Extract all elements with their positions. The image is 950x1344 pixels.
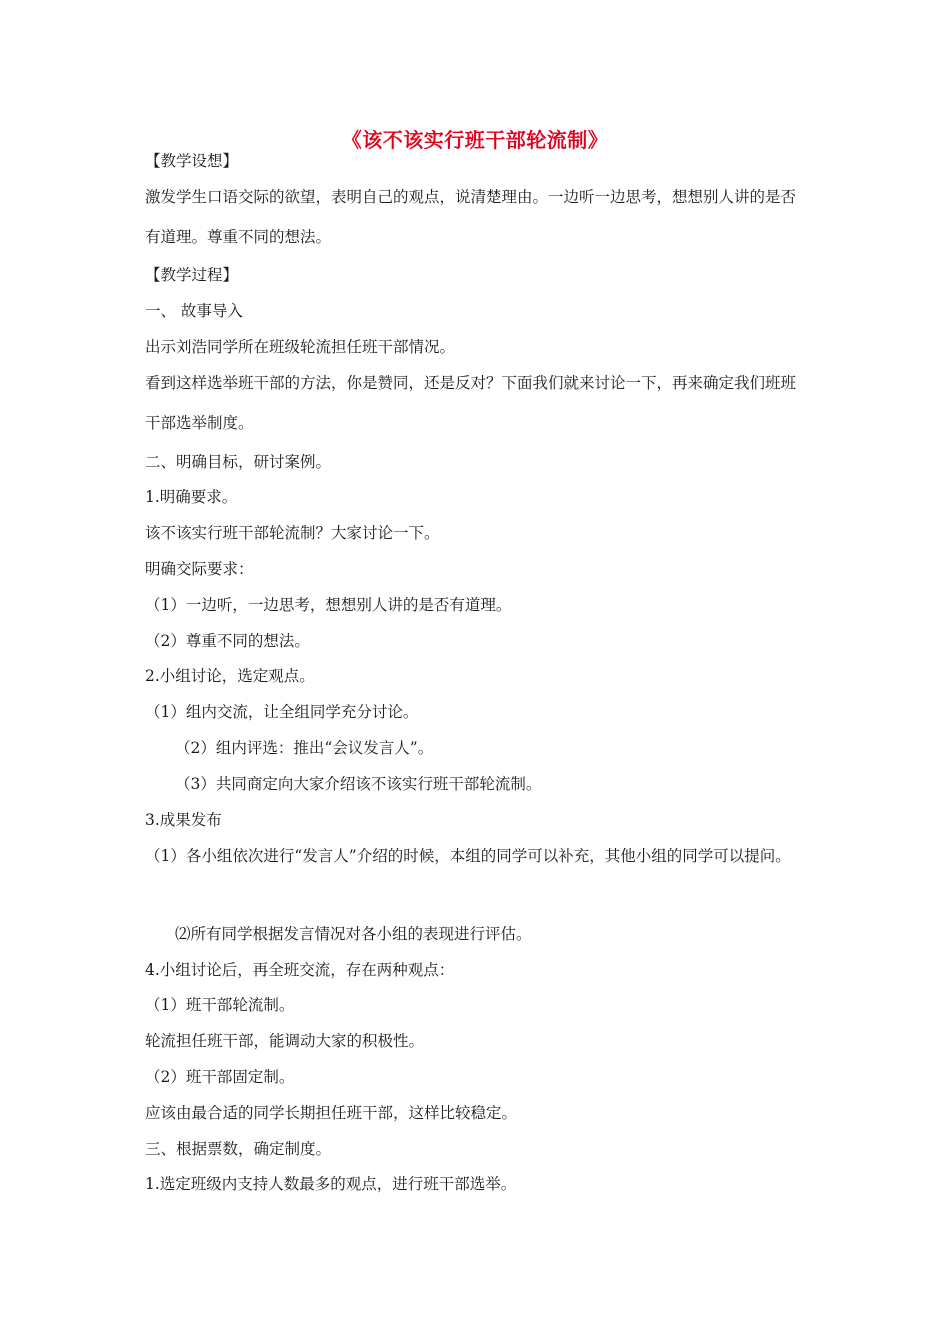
- list-item-group-1: （1）组内交流，让全组同学充分讨论。: [145, 703, 419, 721]
- list-item-4: 4.小组讨论后，再全班交流，存在两种观点：: [145, 961, 455, 979]
- list-item-1: 1.明确要求。: [145, 488, 238, 506]
- document-title: 《该不该实行班干部轮流制》: [341, 128, 609, 152]
- paragraph-requirements: 明确交际要求：: [145, 560, 254, 578]
- list-item-result-1: （1）各小组依次进行“发言人”介绍的时候，本组的同学可以补充，其他小组的同学可以提问。: [145, 847, 791, 865]
- list-item-2: 2.小组讨论，选定观点。: [145, 667, 315, 685]
- viewpoint-2-text: 应该由最合适的同学长期担任班干部，这样比较稳定。: [145, 1104, 518, 1122]
- paragraph-question: 该不该实行班干部轮流制？大家讨论一下。: [145, 524, 440, 542]
- section-heading-teaching-idea: 【教学设想】: [145, 152, 239, 170]
- list-item-result-2: ⑵所有同学根据发言情况对各小组的表现进行评估。: [175, 925, 532, 943]
- heading-section-2: 二、明确目标，研讨案例。: [145, 453, 332, 471]
- paragraph-teaching-idea: 激发学生口语交际的欲望，表明自己的观点，说清楚理由。一边听一边思考，想想别人讲的是否有道理。尊重不同的想法。: [145, 188, 797, 246]
- viewpoint-1-heading: （1）班干部轮流制。: [145, 996, 295, 1014]
- viewpoint-1-text: 轮流担任班干部，能调动大家的积极性。: [145, 1032, 425, 1050]
- paragraph-intro-2: 看到这样选举班干部的方法，你是赞同，还是反对？下面我们就来讨论一下，再来确定我们班班干部选举制度。: [145, 374, 797, 432]
- viewpoint-2-heading: （2）班干部固定制。: [145, 1068, 295, 1086]
- list-item-select: 1.选定班级内支持人数最多的观点，进行班干部选举。: [145, 1175, 517, 1193]
- list-item-group-3: （3）共同商定向大家介绍该不该实行班干部轮流制。: [175, 775, 542, 793]
- list-item-group-2: （2）组内评选：推出“会议发言人”。: [175, 739, 434, 757]
- list-item-3: 3.成果发布: [145, 811, 222, 829]
- heading-section-3: 三、根据票数，确定制度。: [145, 1140, 332, 1158]
- paragraph-intro-1: 出示刘浩同学所在班级轮流担任班干部情况。: [145, 338, 456, 356]
- list-item-req-1: （1）一边听，一边思考，想想别人讲的是否有道理。: [145, 596, 512, 614]
- section-heading-teaching-process: 【教学过程】: [145, 266, 239, 284]
- list-item-req-2: （2）尊重不同的想法。: [145, 632, 310, 650]
- heading-story-intro: 一、 故事导入: [145, 302, 243, 320]
